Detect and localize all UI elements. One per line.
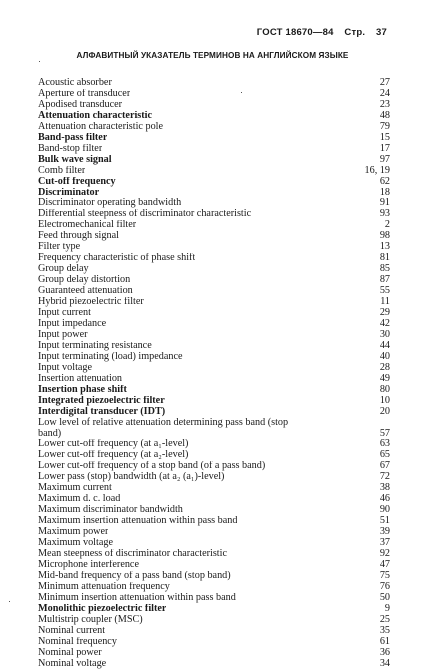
page-header — [257, 27, 387, 38]
entry-page: 44 — [379, 339, 390, 351]
index-entry — [38, 461, 390, 472]
index-entry — [38, 396, 390, 407]
index-entry — [38, 264, 390, 275]
entry-page: 98 — [379, 230, 390, 242]
entry-term: Interdigital transducer (IDT) — [38, 406, 166, 417]
index-entry — [38, 648, 390, 659]
entry-term: Input impedance — [38, 318, 107, 329]
entry-page: 65 — [379, 449, 390, 461]
entry-term: Comb filter — [38, 165, 86, 176]
entry-term: Electromechanical filter — [38, 220, 137, 231]
entry-page: 37 — [379, 537, 390, 549]
index-entry — [38, 177, 390, 188]
entry-term: Input current — [38, 308, 91, 319]
entry-term: Lower cut-off frequency (at a₂-level) — [38, 450, 189, 461]
entry-term: Lower cut-off frequency (at a₁-level) — [38, 439, 189, 450]
entry-term: Input terminating (load) impedance — [38, 351, 183, 362]
entry-page: 39 — [379, 526, 390, 538]
entry-term: Integrated piezoelectric filter — [38, 395, 165, 406]
term-index-list — [38, 78, 390, 669]
entry-term: Lower cut-off frequency of a stop band (of a pass band) — [38, 461, 266, 472]
index-entry — [38, 374, 390, 385]
entry-term: Band-pass filter — [38, 132, 108, 143]
entry-term: Nominal frequency — [38, 636, 117, 647]
entry-term: Group delay distortion — [38, 275, 131, 286]
entry-term: Maximum discriminator bandwidth — [38, 505, 183, 516]
index-entry — [38, 483, 390, 494]
entry-page: 80 — [379, 383, 390, 395]
scan-speck — [39, 61, 40, 62]
entry-page: 97 — [379, 153, 390, 165]
index-entry — [38, 319, 390, 330]
index-entry — [38, 439, 390, 450]
index-entry — [38, 363, 390, 374]
index-entry — [38, 144, 390, 155]
entry-page: 10 — [379, 394, 390, 406]
index-entry — [38, 231, 390, 242]
index-entry — [38, 659, 390, 669]
entry-page: 92 — [379, 547, 390, 559]
index-entry — [38, 155, 390, 166]
entry-page: 50 — [379, 591, 390, 603]
index-entry — [38, 166, 390, 177]
index-entry — [38, 582, 390, 593]
index-entry — [38, 604, 390, 615]
entry-term: Nominal power — [38, 647, 102, 658]
entry-page: 17 — [379, 142, 390, 154]
entry-page: 11 — [380, 296, 390, 308]
entry-term: Multistrip coupler (MSC) — [38, 614, 143, 625]
index-entry — [38, 330, 390, 341]
entry-page: 34 — [379, 657, 390, 669]
entry-page: 72 — [379, 471, 390, 483]
index-entry — [38, 253, 390, 264]
entry-page: 67 — [379, 460, 390, 472]
entry-term: Mid-band frequency of a pass band (stop band) — [38, 570, 231, 581]
entry-page: 79 — [379, 120, 390, 132]
index-entry — [38, 494, 390, 505]
entry-page: 9 — [384, 602, 390, 614]
index-entry — [38, 341, 390, 352]
index-entry — [38, 220, 390, 231]
entry-term: Minimum insertion attenuation within pass band — [38, 592, 236, 603]
entry-term: Attenuation characteristic — [38, 110, 153, 121]
entry-term: Discriminator — [38, 187, 100, 198]
index-entry — [38, 637, 390, 648]
entry-term: Group delay — [38, 264, 89, 275]
index-entry — [38, 407, 390, 418]
entry-page: 38 — [379, 482, 390, 494]
entry-page: 91 — [379, 197, 390, 209]
entry-term: Nominal current — [38, 625, 106, 636]
entry-page: 27 — [379, 77, 390, 88]
index-title: АЛФАВИТНЫЙ УКАЗАТЕЛЬ ТЕРМИНОВ НА АНГЛИЙСКОМ ЯЗЫКЕ — [76, 51, 349, 60]
entry-term: Maximum current — [38, 483, 112, 494]
entry-page: 23 — [379, 98, 390, 110]
entry-term: Acoustic absorber — [38, 78, 112, 88]
index-entry-multiline — [38, 418, 390, 440]
entry-term: Nominal voltage — [38, 658, 107, 669]
entry-page: 85 — [379, 263, 390, 275]
entry-page: 46 — [379, 493, 390, 505]
scan-speck — [241, 92, 242, 93]
index-entry — [38, 505, 390, 516]
scan-speck — [9, 601, 10, 602]
entry-term: Feed through signal — [38, 231, 119, 242]
index-entry — [38, 516, 390, 527]
entry-page: 29 — [379, 307, 390, 319]
index-entry — [38, 133, 390, 144]
index-entry — [38, 593, 390, 604]
entry-page: 48 — [379, 109, 390, 121]
entry-term: Insertion attenuation — [38, 373, 123, 384]
entry-page: 87 — [379, 274, 390, 286]
entry-term: Maximum insertion attenuation within pass band — [38, 516, 238, 527]
entry-page: 18 — [379, 186, 390, 198]
entry-page: 25 — [379, 613, 390, 625]
index-entry — [38, 626, 390, 637]
index-entry — [38, 571, 390, 582]
entry-page: 62 — [379, 175, 390, 187]
entry-page: 63 — [379, 438, 390, 450]
entry-term: Filter type — [38, 242, 81, 253]
index-entry — [38, 122, 390, 133]
entry-term: Insertion phase shift — [38, 384, 127, 395]
entry-page: 42 — [379, 317, 390, 329]
entry-page: 15 — [379, 131, 390, 143]
entry-page: 40 — [379, 350, 390, 362]
entry-term-line1: Low level of relative attenuation determining pass band (stop — [38, 416, 289, 428]
index-entry — [38, 286, 390, 297]
index-entry — [38, 385, 390, 396]
index-entry — [38, 89, 390, 100]
index-entry — [38, 538, 390, 549]
standard-code: ГОСТ 18670—84 — [256, 27, 334, 38]
entry-term: Maximum d. c. load — [38, 494, 121, 505]
index-entry — [38, 242, 390, 253]
entry-term: Bulk wave signal — [38, 154, 112, 165]
page-label: Стр. — [344, 27, 366, 38]
entry-term: Discriminator operating bandwidth — [38, 198, 182, 209]
entry-term: Mean steepness of discriminator characteristic — [38, 548, 227, 559]
entry-page: 75 — [379, 569, 390, 581]
entry-term: Maximum power — [38, 527, 109, 538]
index-entry — [38, 560, 390, 571]
entry-term: Guaranteed attenuation — [38, 286, 133, 297]
index-entry — [38, 111, 390, 122]
entry-page: 49 — [379, 372, 390, 384]
entry-page: 61 — [379, 635, 390, 647]
entry-term: Hybrid piezoelectric filter — [38, 297, 144, 308]
entry-term: Lower pass (stop) bandwidth (at a₂ (a₁)-level) — [38, 472, 225, 483]
index-entry — [38, 549, 390, 560]
entry-term-line2: band) — [38, 427, 62, 439]
entry-term: Differential steepness of discriminator characteristic — [38, 209, 252, 220]
entry-page: 28 — [379, 361, 390, 373]
entry-term: Cut-off frequency — [38, 176, 116, 187]
index-entry — [38, 275, 390, 286]
index-entry — [38, 297, 390, 308]
entry-page: 2 — [384, 219, 390, 231]
entry-page: 93 — [379, 208, 390, 220]
entry-page: 47 — [379, 558, 390, 570]
entry-term: Attenuation characteristic pole — [38, 121, 164, 132]
entry-term: Input voltage — [38, 362, 93, 373]
index-entry — [38, 527, 390, 538]
index-entry — [38, 352, 390, 363]
entry-page: 35 — [379, 624, 390, 636]
entry-term: Microphone interference — [38, 559, 139, 570]
entry-page: 20 — [379, 405, 390, 417]
page-number: 37 — [376, 27, 387, 38]
index-entry — [38, 450, 390, 461]
entry-term: Input terminating resistance — [38, 340, 152, 351]
index-entry — [38, 188, 390, 199]
index-entry — [38, 78, 390, 89]
entry-page: 36 — [379, 646, 390, 658]
index-entry — [38, 308, 390, 319]
index-entry — [38, 100, 390, 111]
entry-page: 81 — [379, 252, 390, 264]
index-entry — [38, 209, 390, 220]
index-entry — [38, 472, 390, 483]
entry-page: 51 — [379, 515, 390, 527]
entry-term: Monolithic piezoelectric filter — [38, 603, 167, 614]
entry-term: Aperture of transducer — [38, 88, 131, 99]
entry-term: Apodised transducer — [38, 99, 123, 110]
entry-page: 90 — [379, 504, 390, 516]
entry-page: 13 — [379, 241, 390, 253]
entry-page: 57 — [379, 427, 390, 439]
entry-term: Input power — [38, 329, 88, 340]
entry-term: Maximum voltage — [38, 538, 113, 549]
entry-page: 55 — [379, 285, 390, 297]
entry-term: Frequency characteristic of phase shift — [38, 253, 196, 264]
entry-page: 16, 19 — [364, 164, 390, 176]
entry-term: Minimum attenuation frequency — [38, 581, 170, 592]
index-entry — [38, 615, 390, 626]
index-entry — [38, 198, 390, 209]
entry-page: 30 — [379, 328, 390, 340]
entry-page: 76 — [379, 580, 390, 592]
entry-term: Band-stop filter — [38, 143, 103, 154]
entry-page: 24 — [379, 87, 390, 99]
